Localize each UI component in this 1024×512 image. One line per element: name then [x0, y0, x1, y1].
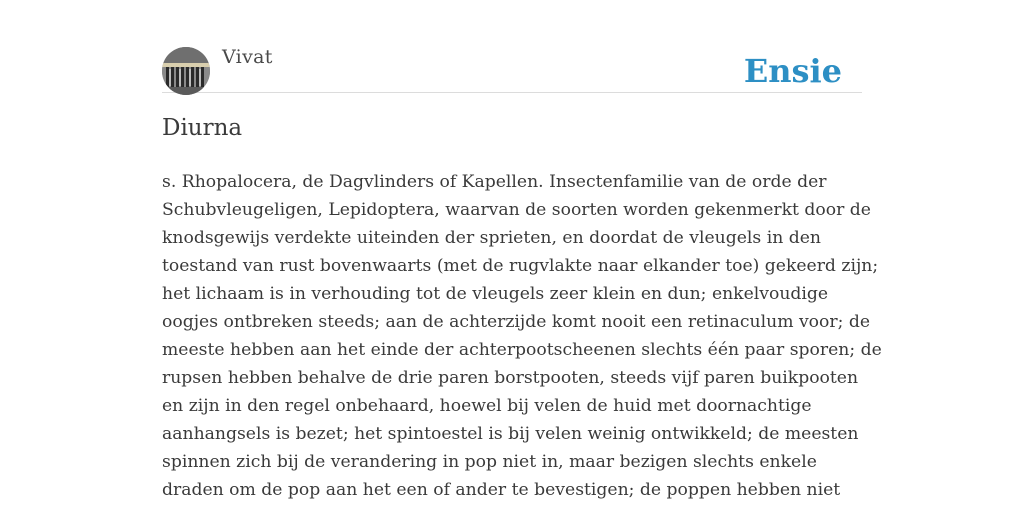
article-line: en zijn in den regel onbehaard, hoewel bij velen de huid met doornachtige — [162, 396, 812, 416]
article-line: knodsgewijs verdekte uiteinden der sprieten, en doordat de vleugels in den — [162, 228, 821, 248]
article-line: rupsen hebben behalve de drie paren borstpooten, steeds vijf paren buikpooten — [162, 368, 859, 388]
article-body — [162, 168, 882, 504]
article-line: aanhangsels is bezet; het spintoestel is bij velen weinig ontwikkeld; de meesten — [162, 424, 859, 444]
article-line: spinnen zich bij de verandering in pop niet in, maar bezigen slechts enkele — [162, 452, 817, 472]
header — [162, 44, 862, 93]
article-line: oogjes ontbreken steeds; aan de achterzijde komt nooit een retinaculum voor; de — [162, 312, 871, 332]
article-line: meeste hebben aan het einde der achterpootscheenen slechts één paar sporen; de — [162, 340, 882, 360]
source-name[interactable]: Vivat — [222, 46, 273, 68]
article-line: Schubvleugeligen, Lepidoptera, waarvan de soorten worden gekenmerkt door de — [162, 200, 871, 220]
article-line: draden om de pop aan het een of ander te bevestigen; de poppen hebben niet — [162, 480, 841, 500]
brand-logo[interactable]: Ensie — [743, 52, 842, 90]
article-line: toestand van rust bovenwaarts (met de rugvlakte naar elkander toe) gekeerd zijn; — [162, 256, 879, 276]
article-line: het lichaam is in verhouding tot de vleugels zeer klein en dun; enkelvoudige — [162, 284, 829, 304]
article-line: s. Rhopalocera, de Dagvlinders of Kapellen. Insectenfamilie van de orde der — [162, 172, 827, 192]
page-title: Diurna — [162, 115, 243, 141]
bookshelf-avatar-icon[interactable] — [162, 47, 210, 95]
